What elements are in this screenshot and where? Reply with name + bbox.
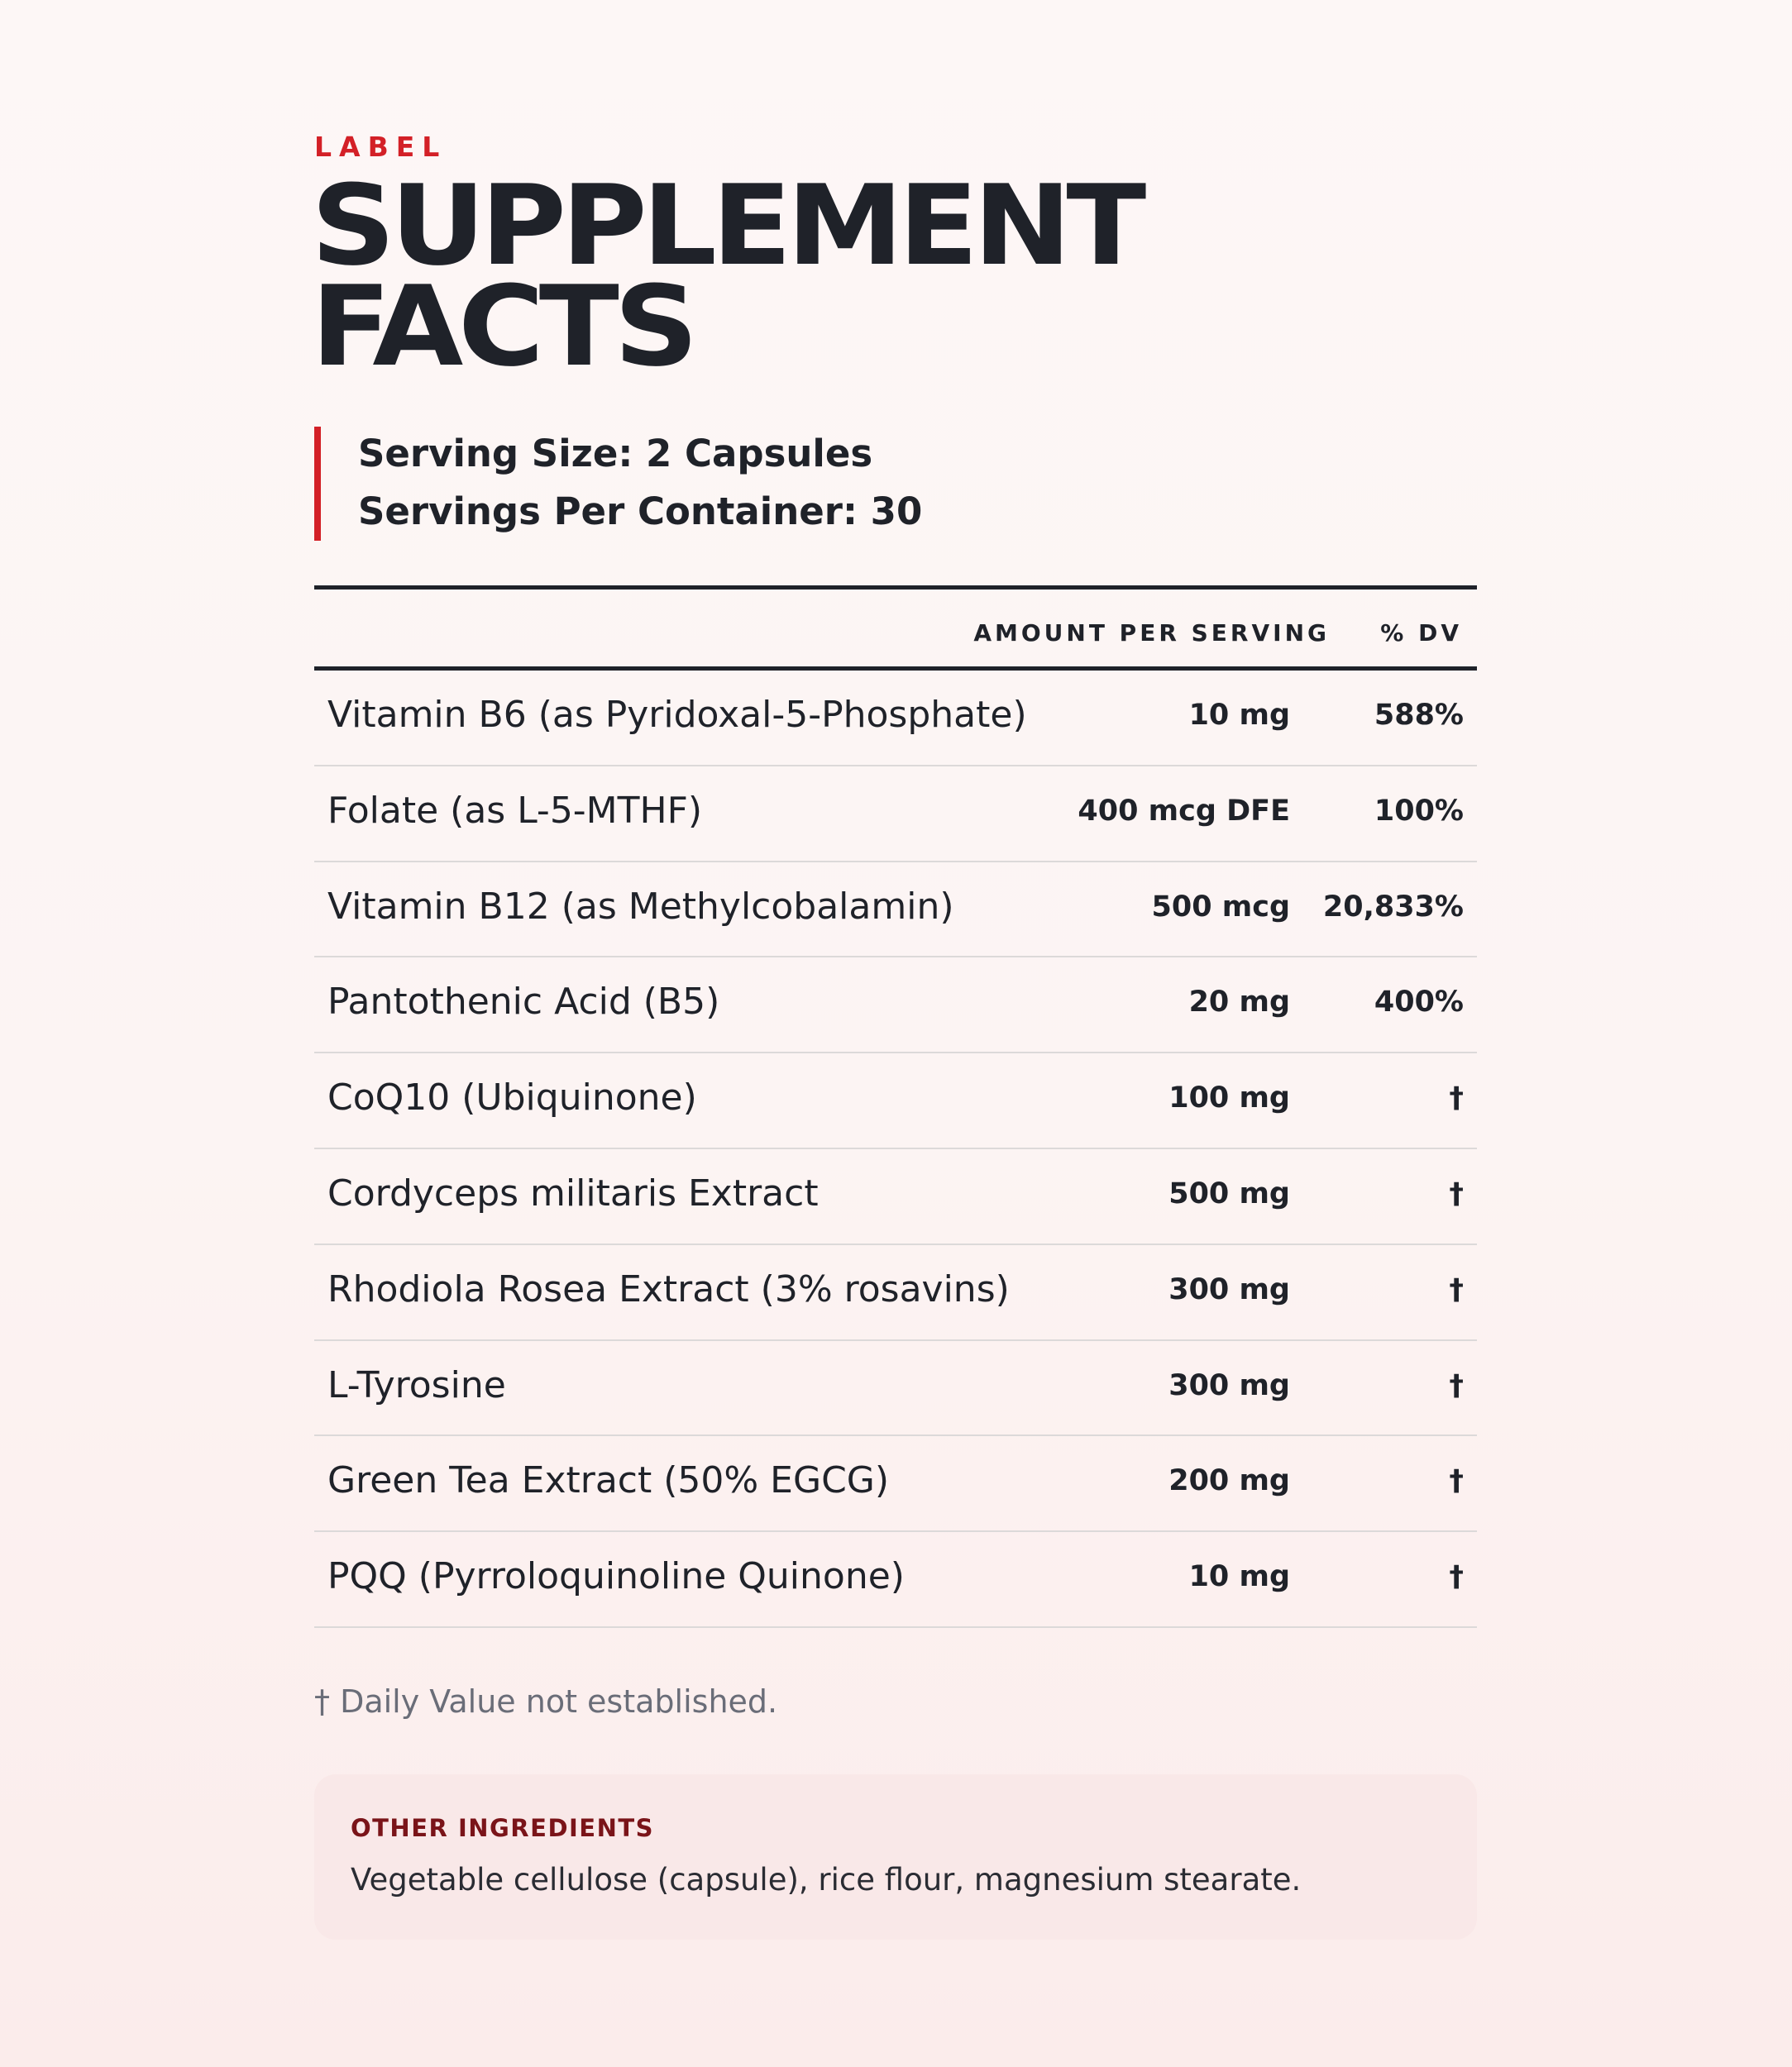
ingredient-name: Vitamin B6 (as Pyridoxal-5-Phosphate)	[327, 694, 1027, 736]
ingredient-name: Pantothenic Acid (B5)	[327, 981, 720, 1024]
ingredient-amount: 400 mcg DFE	[1078, 794, 1290, 828]
ingredient-name: Green Tea Extract (50% EGCG)	[327, 1459, 890, 1502]
eyebrow-label: LABEL	[314, 131, 447, 163]
ingredient-name: CoQ10 (Ubiquinone)	[327, 1076, 697, 1119]
ingredient-name: Cordyceps militaris Extract	[327, 1172, 819, 1215]
table-row	[314, 1436, 1477, 1532]
ingredient-name: PQQ (Pyrroloquinoline Quinone)	[327, 1555, 905, 1598]
ingredient-name: Vitamin B12 (as Methylcobalamin)	[327, 885, 954, 928]
table-row	[314, 1532, 1477, 1628]
table-row	[314, 862, 1477, 958]
ingredient-amount: 500 mg	[1168, 1177, 1290, 1210]
table-row	[314, 1245, 1477, 1341]
ingredient-dv: 400%	[1374, 986, 1464, 1019]
ingredient-name: Rhodiola Rosea Extract (3% rosavins)	[327, 1267, 1010, 1310]
ingredient-name: L-Tyrosine	[327, 1363, 506, 1406]
ingredient-amount: 300 mg	[1168, 1272, 1290, 1306]
table-row	[314, 1053, 1477, 1149]
title-line-1: SUPPLEMENT	[311, 161, 1141, 290]
table-row	[314, 957, 1477, 1053]
ingredient-name: Folate (as L-5-MTHF)	[327, 789, 703, 832]
ingredient-dv: †	[1449, 1368, 1464, 1402]
ingredient-dv: †	[1449, 1560, 1464, 1594]
other-ingredients-card	[314, 1774, 1477, 1940]
ingredient-dv: 588%	[1374, 699, 1464, 732]
ingredient-dv: †	[1449, 1272, 1464, 1306]
ingredient-dv: 20,833%	[1322, 890, 1464, 924]
ingredient-amount: 10 mg	[1188, 1560, 1290, 1594]
other-ingredients-text: Vegetable cellulose (capsule), rice flour, magnesium stearate.	[351, 1862, 1302, 1898]
ingredient-dv: 100%	[1374, 794, 1464, 828]
ingredient-dv: †	[1449, 1081, 1464, 1115]
ingredient-amount: 200 mg	[1168, 1464, 1290, 1498]
servings-per-container: Servings Per Container: 30	[358, 489, 923, 533]
table-row	[314, 1341, 1477, 1437]
table-row	[314, 1149, 1477, 1245]
serving-size: Serving Size: 2 Capsules	[358, 432, 873, 475]
other-ingredients-title: OTHER INGREDIENTS	[351, 1814, 655, 1842]
ingredient-dv: †	[1449, 1464, 1464, 1498]
table-header	[314, 585, 1477, 671]
dv-footnote: † Daily Value not established.	[314, 1683, 778, 1720]
ingredient-amount: 300 mg	[1168, 1368, 1290, 1402]
column-header-dv: % DV	[1380, 619, 1462, 647]
serving-info	[314, 427, 922, 541]
column-header-amount: AMOUNT PER SERVING	[973, 619, 1330, 647]
table-row	[314, 671, 1477, 766]
ingredient-amount: 100 mg	[1168, 1081, 1290, 1115]
facts-table	[314, 585, 1477, 1628]
ingredient-amount: 20 mg	[1188, 986, 1290, 1019]
ingredient-dv: †	[1449, 1177, 1464, 1210]
page-title	[311, 161, 1141, 391]
title-line-2: FACTS	[311, 262, 694, 391]
ingredient-amount: 10 mg	[1188, 699, 1290, 732]
table-row	[314, 766, 1477, 862]
ingredient-amount: 500 mcg	[1151, 890, 1290, 924]
